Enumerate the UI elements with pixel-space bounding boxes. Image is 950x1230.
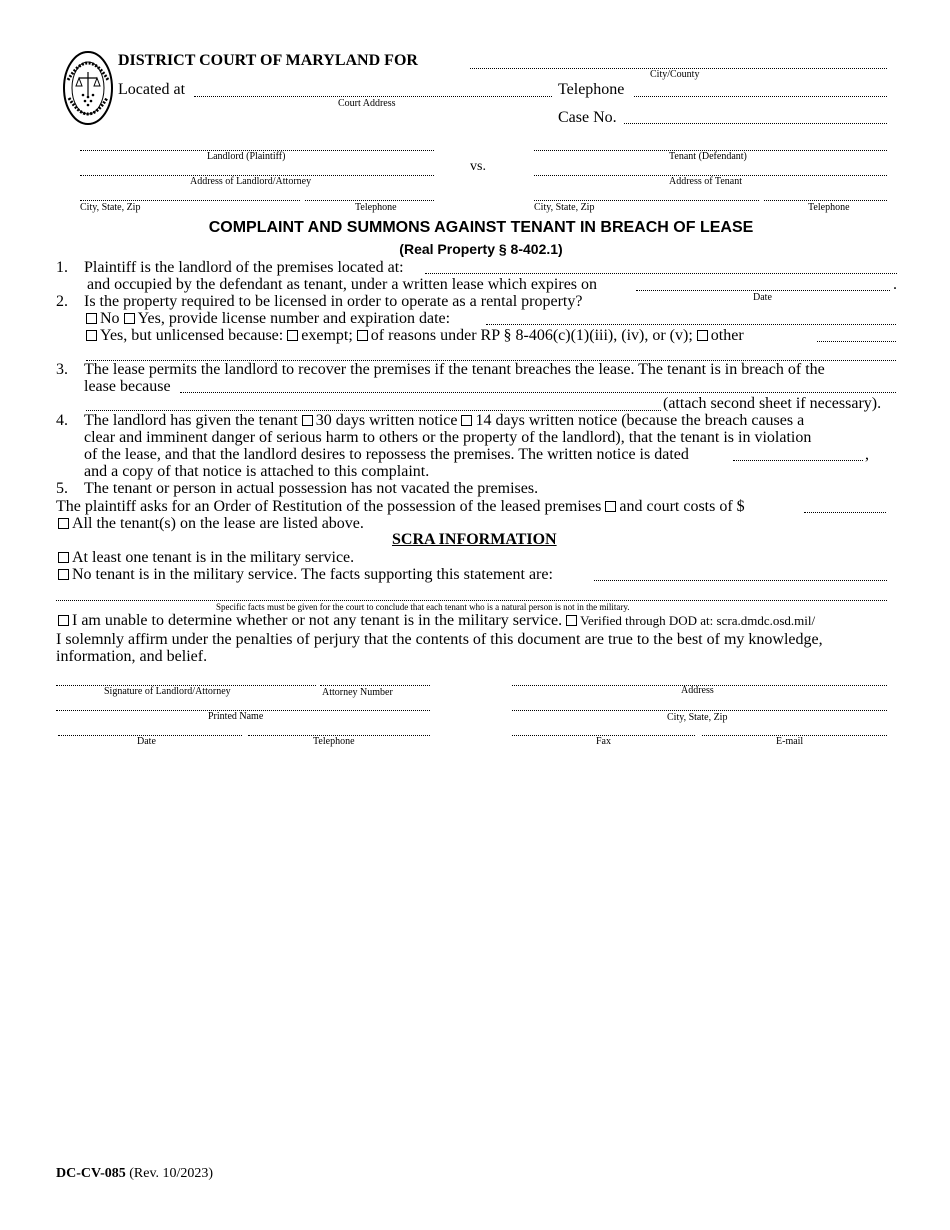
- item-4-comma: ,: [865, 446, 869, 463]
- item-4-line-1: [84, 412, 804, 429]
- item-2-number: 2.: [56, 293, 68, 310]
- unable-checkbox[interactable]: [58, 615, 69, 626]
- no-military-label: No tenant is in the military service. The facts supporting this statement are:: [72, 566, 553, 583]
- breach-reason-field[interactable]: [180, 392, 896, 393]
- military-label: At least one tenant is in the military service.: [72, 549, 355, 566]
- landlord-telephone-caption: Telephone: [355, 202, 397, 213]
- court-costs-label: and court costs of $: [619, 498, 745, 515]
- other-reason-field[interactable]: [817, 341, 896, 342]
- all-tenants-checkbox[interactable]: [58, 518, 69, 529]
- tenant-caption: Tenant (Defendant): [669, 151, 747, 162]
- signature-date-caption: Date: [137, 736, 156, 747]
- unlicensed-label: Yes, but unlicensed because:: [100, 327, 284, 344]
- reasons-label: of reasons under RP § 8-406(c)(1)(iii), (iv), or (v);: [370, 327, 693, 344]
- item-1-lease-text: and occupied by the defendant as tenant, under a written lease which expires on: [87, 276, 598, 293]
- verified-checkbox[interactable]: [566, 615, 577, 626]
- license-options-row: [86, 310, 450, 327]
- license-number-field[interactable]: [486, 324, 896, 325]
- item-4-number: 4.: [56, 412, 68, 429]
- court-costs-checkbox[interactable]: [605, 501, 616, 512]
- notice-date-field[interactable]: [733, 460, 863, 461]
- scra-facts-field[interactable]: [594, 580, 887, 581]
- form-number: DC-CV-085: [56, 1166, 126, 1181]
- notice-14-checkbox[interactable]: [461, 415, 472, 426]
- email-caption: E-mail: [776, 736, 804, 747]
- item-5-number: 5.: [56, 480, 68, 497]
- form-footer: [56, 1166, 213, 1182]
- exempt-checkbox[interactable]: [287, 330, 298, 341]
- item-4-intro: The landlord has given the tenant: [84, 412, 298, 429]
- no-military-row: [58, 566, 553, 583]
- breach-reason-field-2[interactable]: [86, 410, 661, 411]
- form-subtitle: (Real Property § 8-402.1): [399, 241, 563, 257]
- landlord-city-field[interactable]: [80, 200, 300, 201]
- notice-30-label: 30 days written notice: [315, 412, 458, 429]
- item-2-question: Is the property required to be licensed in order to operate as a rental property?: [84, 293, 583, 310]
- restitution-line: [56, 498, 745, 515]
- affirmation-line-2: information, and belief.: [56, 648, 208, 665]
- item-4-line-3: of the lease, and that the landlord desires to repossess the premises. The written notice is dated: [84, 446, 689, 463]
- case-no-label: Case No.: [558, 109, 617, 126]
- form-revision: (Rev. 10/2023): [129, 1166, 214, 1181]
- form-title: COMPLAINT AND SUMMONS AGAINST TENANT IN BREACH OF LEASE: [208, 219, 754, 236]
- court-address-caption: Court Address: [338, 98, 396, 109]
- military-row: [58, 549, 354, 566]
- court-seal-graphic: [62, 50, 114, 126]
- other-label: other: [710, 327, 744, 344]
- versus-label: vs.: [470, 159, 486, 174]
- landlord-caption: Landlord (Plaintiff): [207, 151, 286, 162]
- item-5-text: The tenant or person in actual possession has not vacated the premises.: [84, 480, 539, 497]
- scra-facts-caption: Specific facts must be given for the court to conclude that each tenant who is a natural person is not in the military.: [216, 602, 630, 612]
- item-3-number: 3.: [56, 361, 68, 378]
- signer-city-field[interactable]: [512, 710, 887, 711]
- reasons-checkbox[interactable]: [357, 330, 368, 341]
- landlord-telephone-field[interactable]: [305, 200, 434, 201]
- scra-heading: SCRA INFORMATION: [392, 531, 557, 548]
- tenant-address-caption: Address of Tenant: [669, 176, 742, 187]
- item-4-line-4: and a copy of that notice is attached to this complaint.: [84, 463, 430, 480]
- court-seal: [62, 50, 114, 126]
- printed-name-caption: Printed Name: [208, 711, 264, 722]
- telephone-label: Telephone: [558, 81, 625, 98]
- notice-14-label: 14 days written notice (because the breach causes a: [475, 412, 805, 429]
- case-number-field[interactable]: [624, 123, 887, 124]
- court-telephone-field[interactable]: [634, 96, 887, 97]
- other-checkbox[interactable]: [697, 330, 708, 341]
- item-3-text: The lease permits the landlord to recover the premises if the tenant breaches the lease. The tenant is in breach of the: [84, 361, 825, 378]
- tenant-city-field[interactable]: [534, 200, 759, 201]
- fax-caption: Fax: [596, 736, 611, 747]
- court-costs-field[interactable]: [804, 512, 886, 513]
- lease-date-caption: Date: [753, 292, 772, 303]
- item-1-period: .: [893, 276, 897, 293]
- tenant-telephone-caption: Telephone: [808, 202, 850, 213]
- license-no-checkbox[interactable]: [86, 313, 97, 324]
- city-county-caption: City/County: [650, 69, 700, 80]
- item-3-lease-because: lease because: [84, 378, 171, 395]
- license-yes-label: Yes, provide license number and expiration date:: [137, 310, 451, 327]
- restitution-text: The plaintiff asks for an Order of Restitution of the possession of the leased premises: [56, 498, 602, 515]
- military-checkbox[interactable]: [58, 552, 69, 563]
- attorney-number-caption: Attorney Number: [322, 687, 393, 698]
- verified-label: Verified through DOD at: scra.dmdc.osd.mil/: [580, 613, 816, 628]
- item-1-number: 1.: [56, 259, 68, 276]
- unable-row: [58, 612, 815, 629]
- all-tenants-row: [58, 515, 364, 532]
- all-tenants-label: All the tenant(s) on the lease are listed above.: [72, 515, 364, 532]
- exempt-label: exempt;: [301, 327, 353, 344]
- court-address-field[interactable]: [194, 96, 552, 97]
- signer-city-caption: City, State, Zip: [667, 712, 728, 723]
- signature-telephone-caption: Telephone: [313, 736, 355, 747]
- scra-facts-field-2[interactable]: [56, 600, 887, 601]
- located-at-label: Located at: [118, 81, 186, 98]
- court-title: DISTRICT COURT OF MARYLAND FOR: [118, 52, 418, 69]
- landlord-city-caption: City, State, Zip: [80, 202, 141, 213]
- item-1-text: Plaintiff is the landlord of the premises located at:: [84, 259, 404, 276]
- premises-address-field[interactable]: [425, 273, 897, 274]
- affirmation-line-1: I solemnly affirm under the penalties of perjury that the contents of this document are true to the best of my knowledge,: [56, 631, 823, 648]
- landlord-address-caption: Address of Landlord/Attorney: [190, 176, 312, 187]
- attorney-number-field[interactable]: [320, 685, 430, 686]
- notice-30-checkbox[interactable]: [302, 415, 313, 426]
- no-military-checkbox[interactable]: [58, 569, 69, 580]
- license-yes-checkbox[interactable]: [124, 313, 135, 324]
- unlicensed-checkbox[interactable]: [86, 330, 97, 341]
- signer-address-caption: Address: [681, 685, 714, 696]
- lease-expiration-field[interactable]: [636, 290, 890, 291]
- license-no-label: No: [100, 310, 120, 327]
- signature-caption: Signature of Landlord/Attorney: [104, 686, 231, 697]
- unlicensed-row: [86, 327, 744, 344]
- unable-label: I am unable to determine whether or not any tenant is in the military service.: [72, 612, 563, 629]
- item-4-line-2: clear and imminent danger of serious harm to others or the property of the landlord), that the tenant is in violation: [84, 429, 812, 446]
- item-3-attach-note: (attach second sheet if necessary).: [663, 395, 882, 412]
- tenant-city-caption: City, State, Zip: [534, 202, 595, 213]
- tenant-telephone-field[interactable]: [764, 200, 887, 201]
